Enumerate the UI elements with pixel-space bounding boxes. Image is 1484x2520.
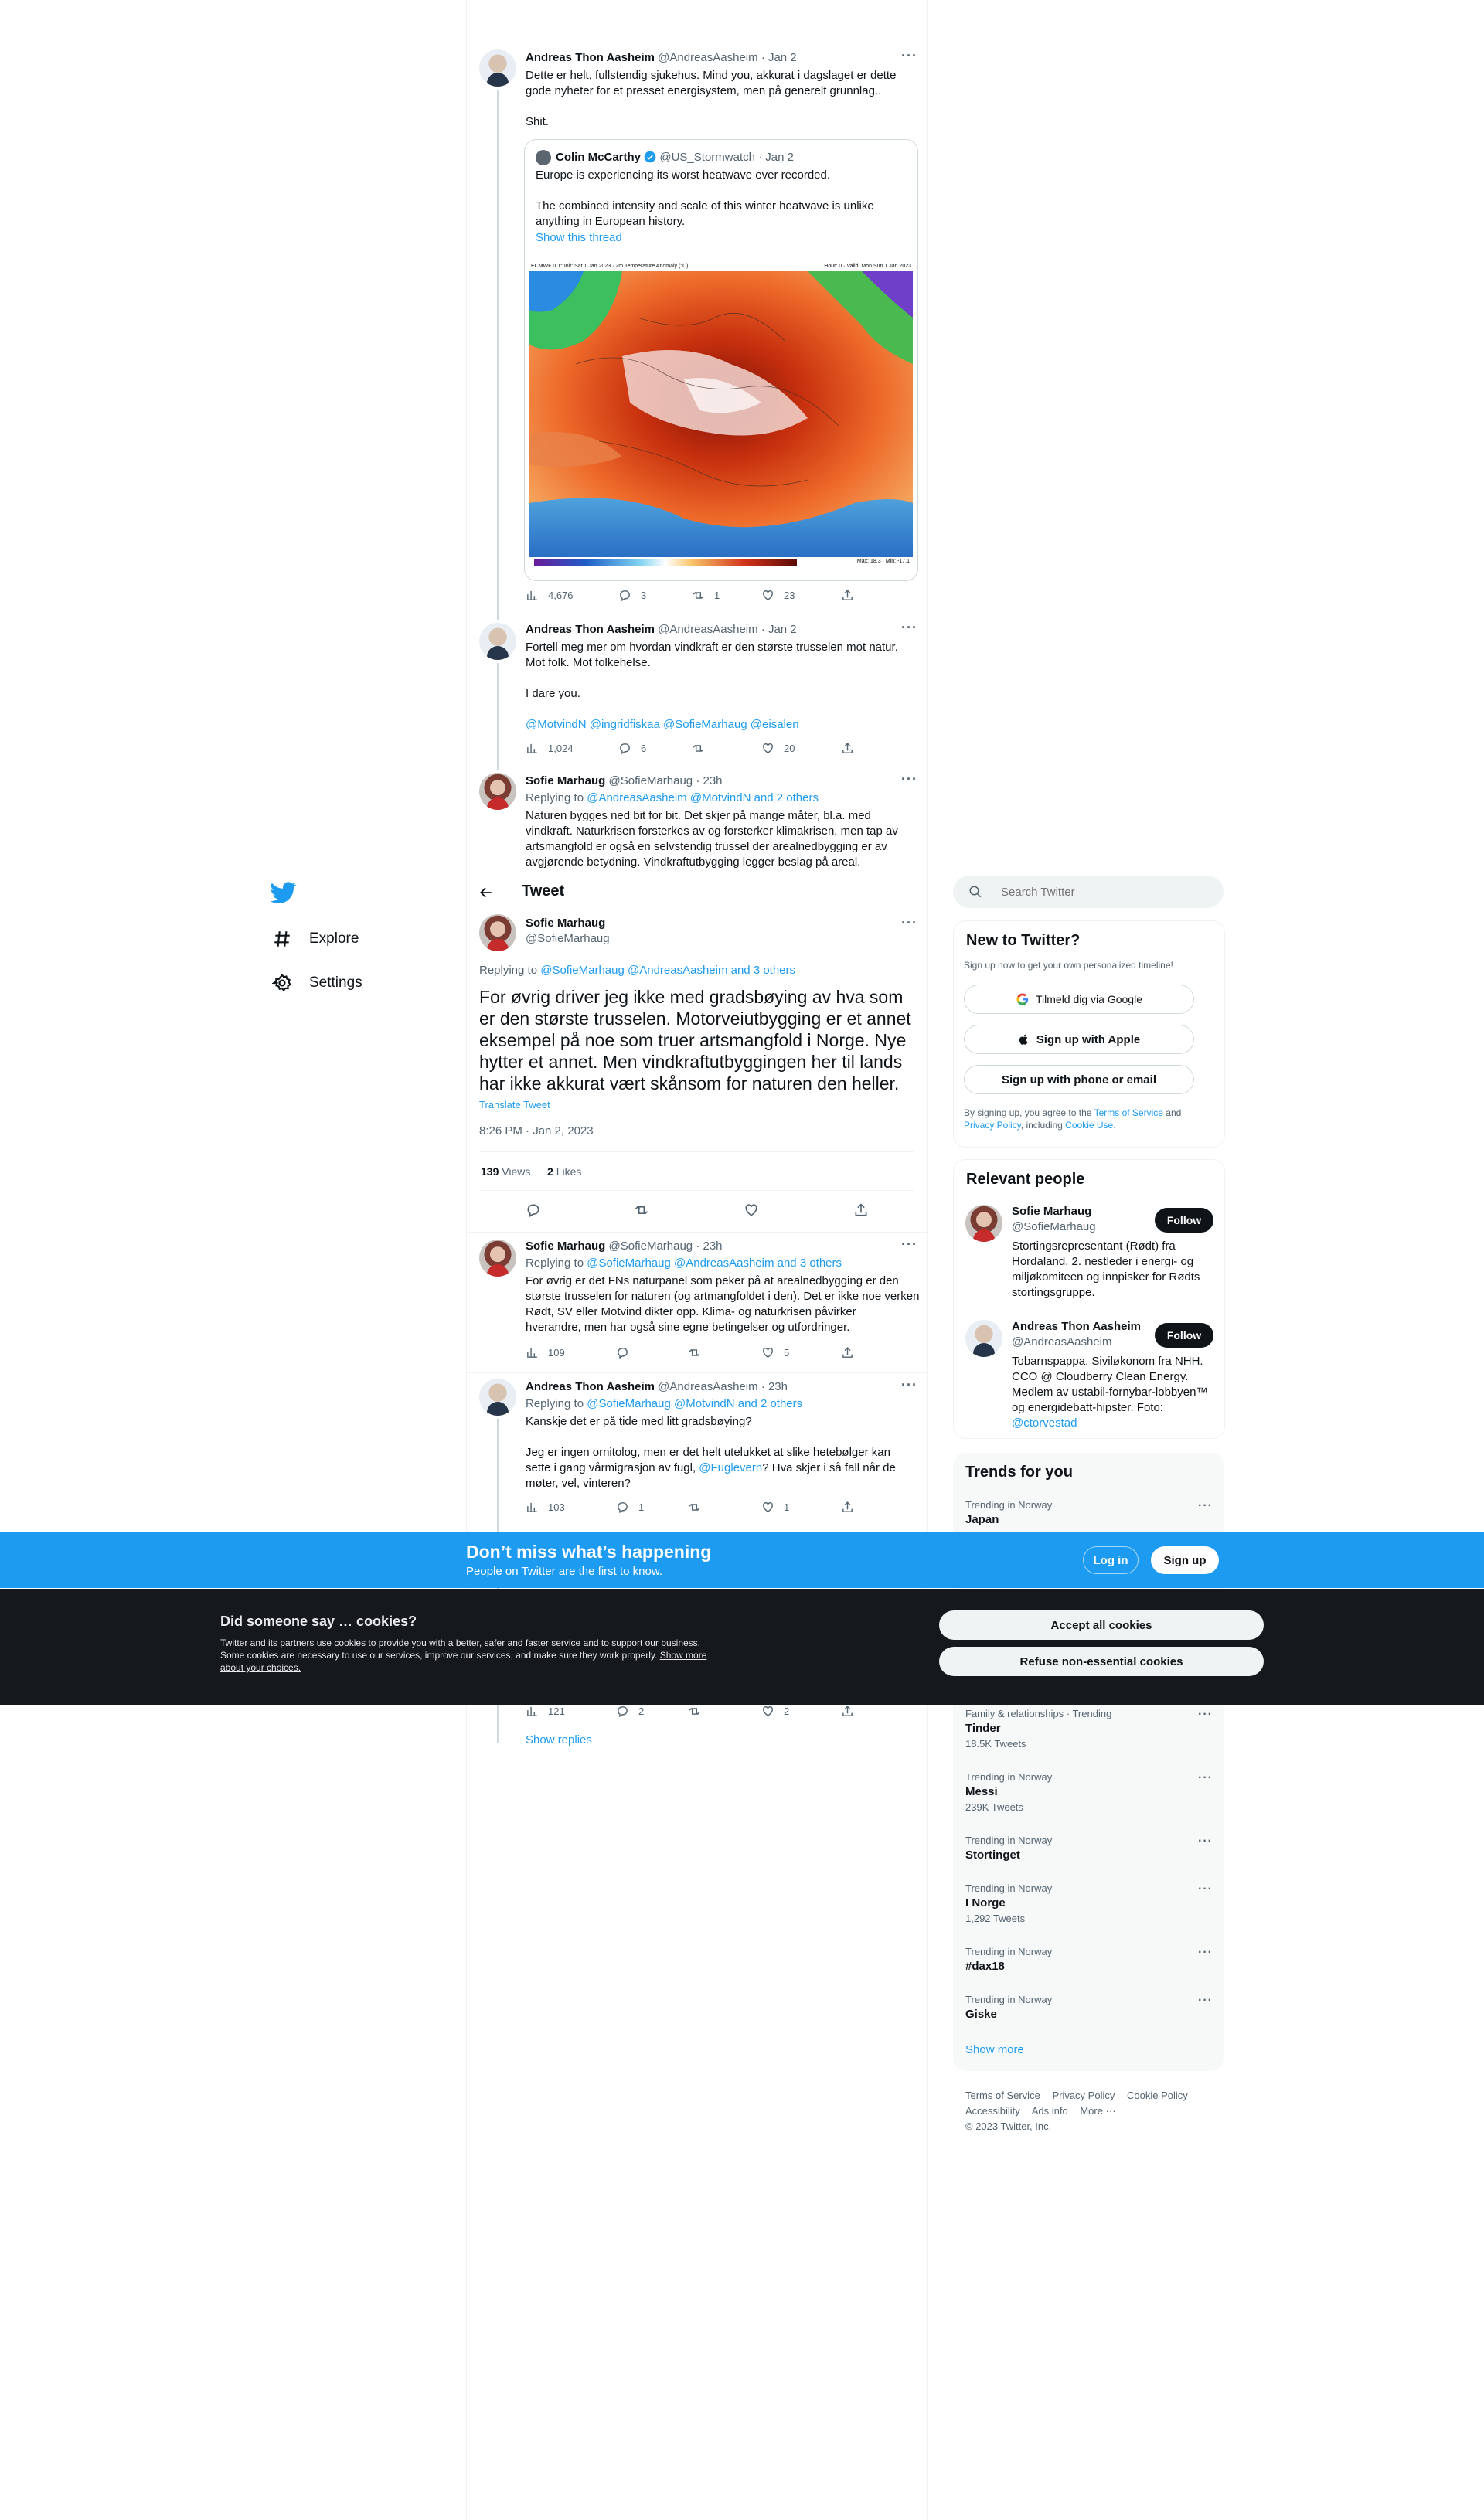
- nav-explore[interactable]: [272, 923, 359, 954]
- replying-to-link[interactable]: @SofieMarhaug @AndreasAasheim and 3 others: [587, 1257, 842, 1270]
- person-bio: Stortingsrepresentant (Rødt) fra Hordaland. 2. nestleder i energi- og miljøkomiteen og innpisker for Rødts stortingsgruppe.: [1012, 1240, 1200, 1299]
- tweet-actions: [526, 1346, 850, 1362]
- divider: [466, 1372, 927, 1373]
- search-icon: [968, 885, 982, 899]
- person-bio: Tobarnspappa. Siviløkonom fra NHH. CCO @ Cloudberry Clean Energy. Medlem av ustabil-fornybar-lobbyen™ og energidebatt-hipster. Foto: @ctorvestad: [1012, 1354, 1214, 1431]
- main-tweet-actions: [526, 1202, 881, 1218]
- replying-to: Replying to @SofieMarhaug @AndreasAasheim and 3 others: [526, 1257, 842, 1270]
- retweet-button[interactable]: 1: [692, 589, 720, 602]
- avatar[interactable]: [479, 49, 516, 87]
- bar-chart-icon: [526, 589, 539, 602]
- share-button[interactable]: [841, 742, 854, 755]
- bar-chart-icon: [526, 1346, 539, 1359]
- tweet-header: [526, 623, 797, 636]
- views-button[interactable]: 4,676: [526, 589, 574, 602]
- bar-chart-icon: [526, 1705, 539, 1718]
- views-button[interactable]: 1,024: [526, 742, 574, 755]
- tweet-actions: [526, 742, 850, 757]
- reply-icon: [526, 1202, 541, 1218]
- login-prompt-title: Don’t miss what’s happening: [466, 1542, 712, 1562]
- more-icon[interactable]: ···: [1198, 1708, 1213, 1721]
- replying-to: Replying to @SofieMarhaug @MotvindN and 2 others: [526, 1397, 803, 1410]
- translate-link[interactable]: Translate Tweet: [479, 1099, 550, 1110]
- more-icon[interactable]: ···: [1198, 1835, 1213, 1848]
- tweet-text: For øvrig er det FNs naturpanel som peker på at arealnedbygging er den største trusselen for naturen (og artmangfoldet i den). Det er ikke noe verken Rødt, SV eller Motvind dikter opp. Klima- og naturkrisen påvirker hverandre, men har også sine egne betingelser og utfordringer.: [526, 1274, 920, 1334]
- tweet-actions: [526, 589, 850, 604]
- trend-item[interactable]: Trending in Norway Messi 239K Tweets ···: [965, 1771, 1213, 1813]
- thread-line: [497, 90, 499, 620]
- retweet-button[interactable]: [634, 1202, 649, 1218]
- author-handle[interactable]: @SofieMarhaug: [608, 1240, 693, 1253]
- google-signup-button[interactable]: Tilmeld dig via Google: [964, 985, 1194, 1014]
- retweet-button[interactable]: [688, 1346, 710, 1359]
- show-replies-link[interactable]: Show replies: [526, 1733, 592, 1746]
- replying-to: Replying to @AndreasAasheim @MotvindN and 2 others: [526, 791, 819, 804]
- nav-explore-label: Explore: [309, 930, 359, 947]
- tweet-time[interactable]: · 23h: [696, 774, 723, 787]
- heart-icon: [761, 1501, 774, 1514]
- map-header-right: Hour: 0 · Valid: Mon Sun 1 Jan 2023: [824, 264, 911, 269]
- author-handle[interactable]: @SofieMarhaug: [526, 932, 610, 945]
- tweet-time[interactable]: · Jan 2: [761, 623, 797, 636]
- retweet-icon: [692, 589, 705, 602]
- reply-icon: [618, 589, 631, 602]
- share-button[interactable]: [841, 1705, 854, 1718]
- search-bar[interactable]: [953, 876, 1224, 908]
- share-icon: [841, 1501, 854, 1514]
- more-icon[interactable]: ···: [901, 1377, 917, 1393]
- bio-mention-link[interactable]: @ctorvestad: [1012, 1416, 1077, 1430]
- apple-signup-button[interactable]: Sign up with Apple: [964, 1025, 1194, 1054]
- more-icon[interactable]: ···: [901, 771, 917, 787]
- tweet-time[interactable]: · 23h: [696, 1240, 723, 1253]
- more-icon[interactable]: ···: [1198, 1499, 1213, 1512]
- show-more-link[interactable]: Show more: [965, 2043, 1024, 2056]
- login-prompt-bar: [0, 1532, 1484, 1588]
- more-icon[interactable]: ···: [901, 48, 917, 63]
- avatar[interactable]: [965, 1320, 1002, 1357]
- tweet-actions: [526, 1501, 850, 1516]
- like-button[interactable]: 20: [761, 742, 795, 755]
- map-footer-right: Max: 18.3 · Min: -17.1: [856, 559, 910, 564]
- author-handle: @US_Stormwatch: [659, 151, 755, 164]
- main-column-left-border: [466, 0, 467, 2520]
- relevant-people-panel: [953, 1159, 1225, 1439]
- footer-copyright: © 2023 Twitter, Inc.: [965, 2120, 1052, 2132]
- reply-button[interactable]: 1: [616, 1501, 644, 1514]
- like-button[interactable]: 5: [761, 1346, 789, 1359]
- share-icon: [853, 1202, 869, 1218]
- trends-title: Trends for you: [965, 1464, 1073, 1481]
- share-button[interactable]: [841, 589, 854, 602]
- like-button[interactable]: 1: [761, 1501, 789, 1514]
- phone-email-signup-button[interactable]: Sign up with phone or email: [964, 1065, 1194, 1094]
- anomaly-map: [529, 271, 913, 557]
- reply-button[interactable]: 3: [618, 589, 646, 602]
- tweet-text: Fortell meg mer om hvordan vindkraft er den største trusselen mot natur. Mot folk. Mot folkehelse. I dare you. @MotvindN @ingridfiskaa @SofieMarhaug @eisalen: [526, 640, 920, 733]
- login-prompt-subtitle: People on Twitter are the first to know.: [466, 1565, 663, 1578]
- trend-item[interactable]: Family & relationships · Trending Tinder 18.5K Tweets ···: [965, 1708, 1213, 1750]
- quoted-tweet[interactable]: [524, 139, 918, 581]
- mentions[interactable]: @MotvindN @ingridfiskaa @SofieMarhaug @eisalen: [526, 718, 799, 731]
- likes-stat[interactable]: 2 Likes: [547, 1165, 582, 1178]
- replying-to-link[interactable]: @SofieMarhaug @MotvindN and 2 others: [587, 1397, 803, 1410]
- trend-item[interactable]: Trending in Norway Stortinget ···: [965, 1835, 1213, 1862]
- retweet-icon: [634, 1202, 649, 1218]
- bar-chart-icon: [526, 1501, 539, 1514]
- cookie-text: Twitter and its partners use cookies to provide you with a better, safer and faster service and to support our business. Some cookies are necessary to use our services, improve our services, and make sure they work properly. Show more about your choices.: [220, 1637, 707, 1673]
- terms-link[interactable]: Terms of Service: [1094, 1107, 1163, 1118]
- relevant-title: Relevant people: [966, 1171, 1085, 1188]
- retweet-button[interactable]: [688, 1501, 710, 1514]
- person-handle[interactable]: @AndreasAasheim: [1012, 1335, 1112, 1348]
- tweet-header: [526, 51, 797, 64]
- cookie-use-link[interactable]: Cookie Use.: [1065, 1120, 1116, 1131]
- apple-icon: [1018, 1033, 1030, 1046]
- tweet-header: [526, 1380, 788, 1393]
- trend-item[interactable]: Trending in Norway #dax18 ···: [965, 1946, 1213, 1973]
- avatar[interactable]: [479, 773, 516, 810]
- divider: [479, 1190, 914, 1191]
- footer-links: [965, 2088, 1213, 2134]
- back-arrow-icon[interactable]: [478, 885, 494, 900]
- like-button[interactable]: [744, 1202, 759, 1218]
- share-button[interactable]: [853, 1202, 869, 1218]
- trend-item[interactable]: Trending in Norway Giske ···: [965, 1994, 1213, 2021]
- retweet-icon: [688, 1346, 701, 1359]
- follow-button[interactable]: Follow: [1155, 1323, 1213, 1348]
- follow-button[interactable]: Follow: [1155, 1208, 1213, 1233]
- mention-link[interactable]: @Fuglevern: [699, 1461, 763, 1474]
- views-button[interactable]: 103: [526, 1501, 565, 1514]
- signup-terms: By signing up, you agree to the Terms of Service and Privacy Policy, including Cookie Use.: [964, 1107, 1182, 1131]
- page-title: Tweet: [522, 883, 565, 900]
- avatar[interactable]: [479, 1379, 516, 1416]
- author-handle[interactable]: @SofieMarhaug: [608, 774, 693, 787]
- reply-button[interactable]: 2: [616, 1705, 644, 1718]
- views-stat[interactable]: 139 Views: [481, 1165, 531, 1178]
- trend-item[interactable]: Trending in Norway Japan ···: [965, 1499, 1213, 1526]
- tweet-time[interactable]: · Jan 2: [761, 51, 797, 64]
- bar-chart-icon: [526, 742, 539, 755]
- author-handle[interactable]: @AndreasAasheim: [658, 51, 758, 64]
- views-button[interactable]: 121: [526, 1705, 565, 1718]
- more-icon[interactable]: ···: [1198, 1994, 1213, 2007]
- reply-icon: [618, 742, 631, 755]
- tweet-page-header: [466, 872, 927, 913]
- author-name[interactable]: Sofie Marhaug: [526, 774, 606, 787]
- divider: [479, 1151, 914, 1152]
- reply-icon: [616, 1705, 629, 1718]
- tweet-header: [526, 1240, 723, 1253]
- reply-button[interactable]: [526, 1202, 541, 1218]
- heart-icon: [761, 589, 774, 602]
- retweet-icon: [688, 1501, 701, 1514]
- google-icon: [1016, 992, 1030, 1006]
- privacy-link[interactable]: Privacy Policy: [964, 1120, 1021, 1131]
- views-button[interactable]: 109: [526, 1346, 565, 1359]
- footer-accessibility-link[interactable]: Accessibility: [965, 2105, 1020, 2117]
- footer-privacy-link[interactable]: Privacy Policy: [1052, 2090, 1115, 2101]
- gear-icon: [272, 973, 292, 993]
- author-name[interactable]: Sofie Marhaug: [526, 1240, 606, 1253]
- map-header-left: ECMWF 0.1° Init: Sat 1 Jan 2023 · 2m Temperature Anomaly (°C): [531, 264, 689, 269]
- tweet-text: Kanskje det er på tide med litt gradsbøying? Jeg er ingen ornitolog, men er det helt utelukket at slike hetebølger kan sette i gang vårmigrasjon av fugl, @Fuglevern? Hva skjer i så fall når de møter, vel, vinteren?: [526, 1415, 896, 1490]
- author-handle[interactable]: @AndreasAasheim: [658, 1380, 758, 1393]
- like-button[interactable]: 2: [761, 1705, 789, 1718]
- main-tweet-text: For øvrig driver jeg ikke med gradsbøying av hva som er den største trusselen. Motorveiutbygging er et annet eksempel på noe som truer artsmangfold i Norge. Nye hytter et annet. Men vindkraftutbyggingen her til lands har ikke akkurat vært skånsom for naturen den heller.: [479, 987, 911, 1093]
- footer-ads-link[interactable]: Ads info: [1031, 2105, 1068, 2117]
- heart-icon: [761, 1705, 774, 1718]
- author-name: Colin McCarthy: [556, 151, 642, 164]
- login-button[interactable]: Log in: [1083, 1546, 1139, 1574]
- colorbar: [534, 559, 797, 566]
- reply-icon: [616, 1501, 629, 1514]
- share-icon: [841, 742, 854, 755]
- author-handle[interactable]: @AndreasAasheim: [658, 623, 758, 636]
- like-button[interactable]: 23: [761, 589, 795, 602]
- reply-button[interactable]: [616, 1346, 638, 1359]
- person-handle[interactable]: @SofieMarhaug: [1012, 1220, 1096, 1233]
- more-icon[interactable]: ···: [1198, 1882, 1213, 1896]
- replying-to: Replying to @SofieMarhaug @AndreasAasheim and 3 others: [479, 964, 796, 977]
- share-button[interactable]: [841, 1346, 854, 1359]
- avatar[interactable]: [479, 1240, 516, 1277]
- tweet-time: · Jan 2: [758, 151, 794, 164]
- thread-line: [497, 663, 499, 770]
- cookie-title: Did someone say … cookies?: [220, 1614, 417, 1629]
- share-icon: [841, 1705, 854, 1718]
- retweet-icon: [692, 742, 705, 755]
- refuse-cookies-button[interactable]: Refuse non-essential cookies: [939, 1647, 1264, 1676]
- verified-icon: [644, 151, 656, 163]
- person-name[interactable]: Sofie Marhaug: [1012, 1205, 1092, 1218]
- signup-button[interactable]: Sign up: [1151, 1546, 1219, 1574]
- more-icon[interactable]: ···: [901, 915, 917, 930]
- more-icon[interactable]: ···: [1198, 1946, 1213, 1959]
- replying-to-link[interactable]: @SofieMarhaug @AndreasAasheim and 3 others: [540, 964, 796, 977]
- more-icon[interactable]: ···: [1198, 1771, 1213, 1784]
- twitter-logo-icon[interactable]: [271, 879, 297, 906]
- avatar[interactable]: [479, 914, 516, 951]
- heart-icon: [761, 1346, 774, 1359]
- footer-more-link[interactable]: More ···: [1080, 2105, 1116, 2117]
- more-icon[interactable]: ···: [901, 1236, 917, 1252]
- more-icon[interactable]: ···: [901, 620, 917, 635]
- author-name[interactable]: Sofie Marhaug: [526, 917, 606, 930]
- share-button[interactable]: [841, 1501, 854, 1514]
- reply-icon: [616, 1346, 629, 1359]
- retweet-icon: [688, 1705, 701, 1718]
- share-icon: [841, 1346, 854, 1359]
- trend-item[interactable]: Trending in Norway I Norge 1,292 Tweets ···: [965, 1882, 1213, 1924]
- accept-cookies-button[interactable]: Accept all cookies: [939, 1610, 1264, 1640]
- retweet-button[interactable]: [692, 742, 714, 755]
- heart-icon: [761, 742, 774, 755]
- author-name[interactable]: Andreas Thon Aasheim: [526, 1380, 655, 1393]
- quote-text: Europe is experiencing its worst heatwave ever recorded. The combined intensity and scale of this winter heatwave is unlike anything in European history.: [536, 168, 874, 228]
- signup-title: New to Twitter?: [966, 932, 1081, 949]
- show-this-thread-link[interactable]: Show this thread: [536, 231, 622, 244]
- author-name[interactable]: Andreas Thon Aasheim: [526, 51, 655, 64]
- hashtag-icon: [272, 929, 292, 949]
- tweet-timestamp[interactable]: 8:26 PM · Jan 2, 2023: [479, 1124, 594, 1138]
- cookie-banner: [0, 1589, 1484, 1705]
- reply-button[interactable]: 6: [618, 742, 646, 755]
- person-name[interactable]: Andreas Thon Aasheim: [1012, 1320, 1141, 1333]
- footer-terms-link[interactable]: Terms of Service: [965, 2090, 1040, 2101]
- heart-icon: [744, 1202, 759, 1218]
- avatar[interactable]: [479, 623, 516, 660]
- share-icon: [841, 589, 854, 602]
- nav-settings-label: Settings: [309, 974, 362, 991]
- nav-settings[interactable]: [272, 968, 362, 998]
- footer-cookie-link[interactable]: Cookie Policy: [1126, 2090, 1188, 2101]
- retweet-button[interactable]: [688, 1705, 710, 1718]
- tweet-header: [526, 774, 723, 787]
- divider: [466, 1232, 927, 1233]
- signup-panel: [953, 920, 1225, 1148]
- replying-to-link[interactable]: @AndreasAasheim @MotvindN and 2 others: [587, 791, 819, 804]
- cookie-more-link[interactable]: Show more about your choices.: [220, 1650, 707, 1673]
- heatmap-image: [529, 264, 913, 571]
- tweet-actions: [526, 1705, 850, 1720]
- avatar: [536, 150, 551, 165]
- quote-header: [556, 151, 794, 164]
- tweet-text: Naturen bygges ned bit for bit. Det skjer på mange måter, bl.a. med vindkraft. Naturkrisen forsterkes av og forsterker klimakrisen, men tap av artsmangfold er også en selvstendig trussel der arealnedbygging er av avgjørende betydning. Vindkraftutbygging legger beslag på areal.: [526, 809, 898, 869]
- tweet-text: Dette er helt, fullstendig sjukehus. Mind you, akkurat i dagslaget er dette gode nyheter for et presset energisystem, men på generelt grunnlag.. Shit.: [526, 69, 897, 128]
- main-column-right-border: [927, 0, 928, 2520]
- signup-subtitle: Sign up now to get your own personalized timeline!: [964, 960, 1173, 971]
- tweet-time[interactable]: · 23h: [761, 1380, 788, 1393]
- author-name[interactable]: Andreas Thon Aasheim: [526, 623, 655, 636]
- search-input[interactable]: [999, 885, 1219, 900]
- avatar[interactable]: [965, 1205, 1002, 1242]
